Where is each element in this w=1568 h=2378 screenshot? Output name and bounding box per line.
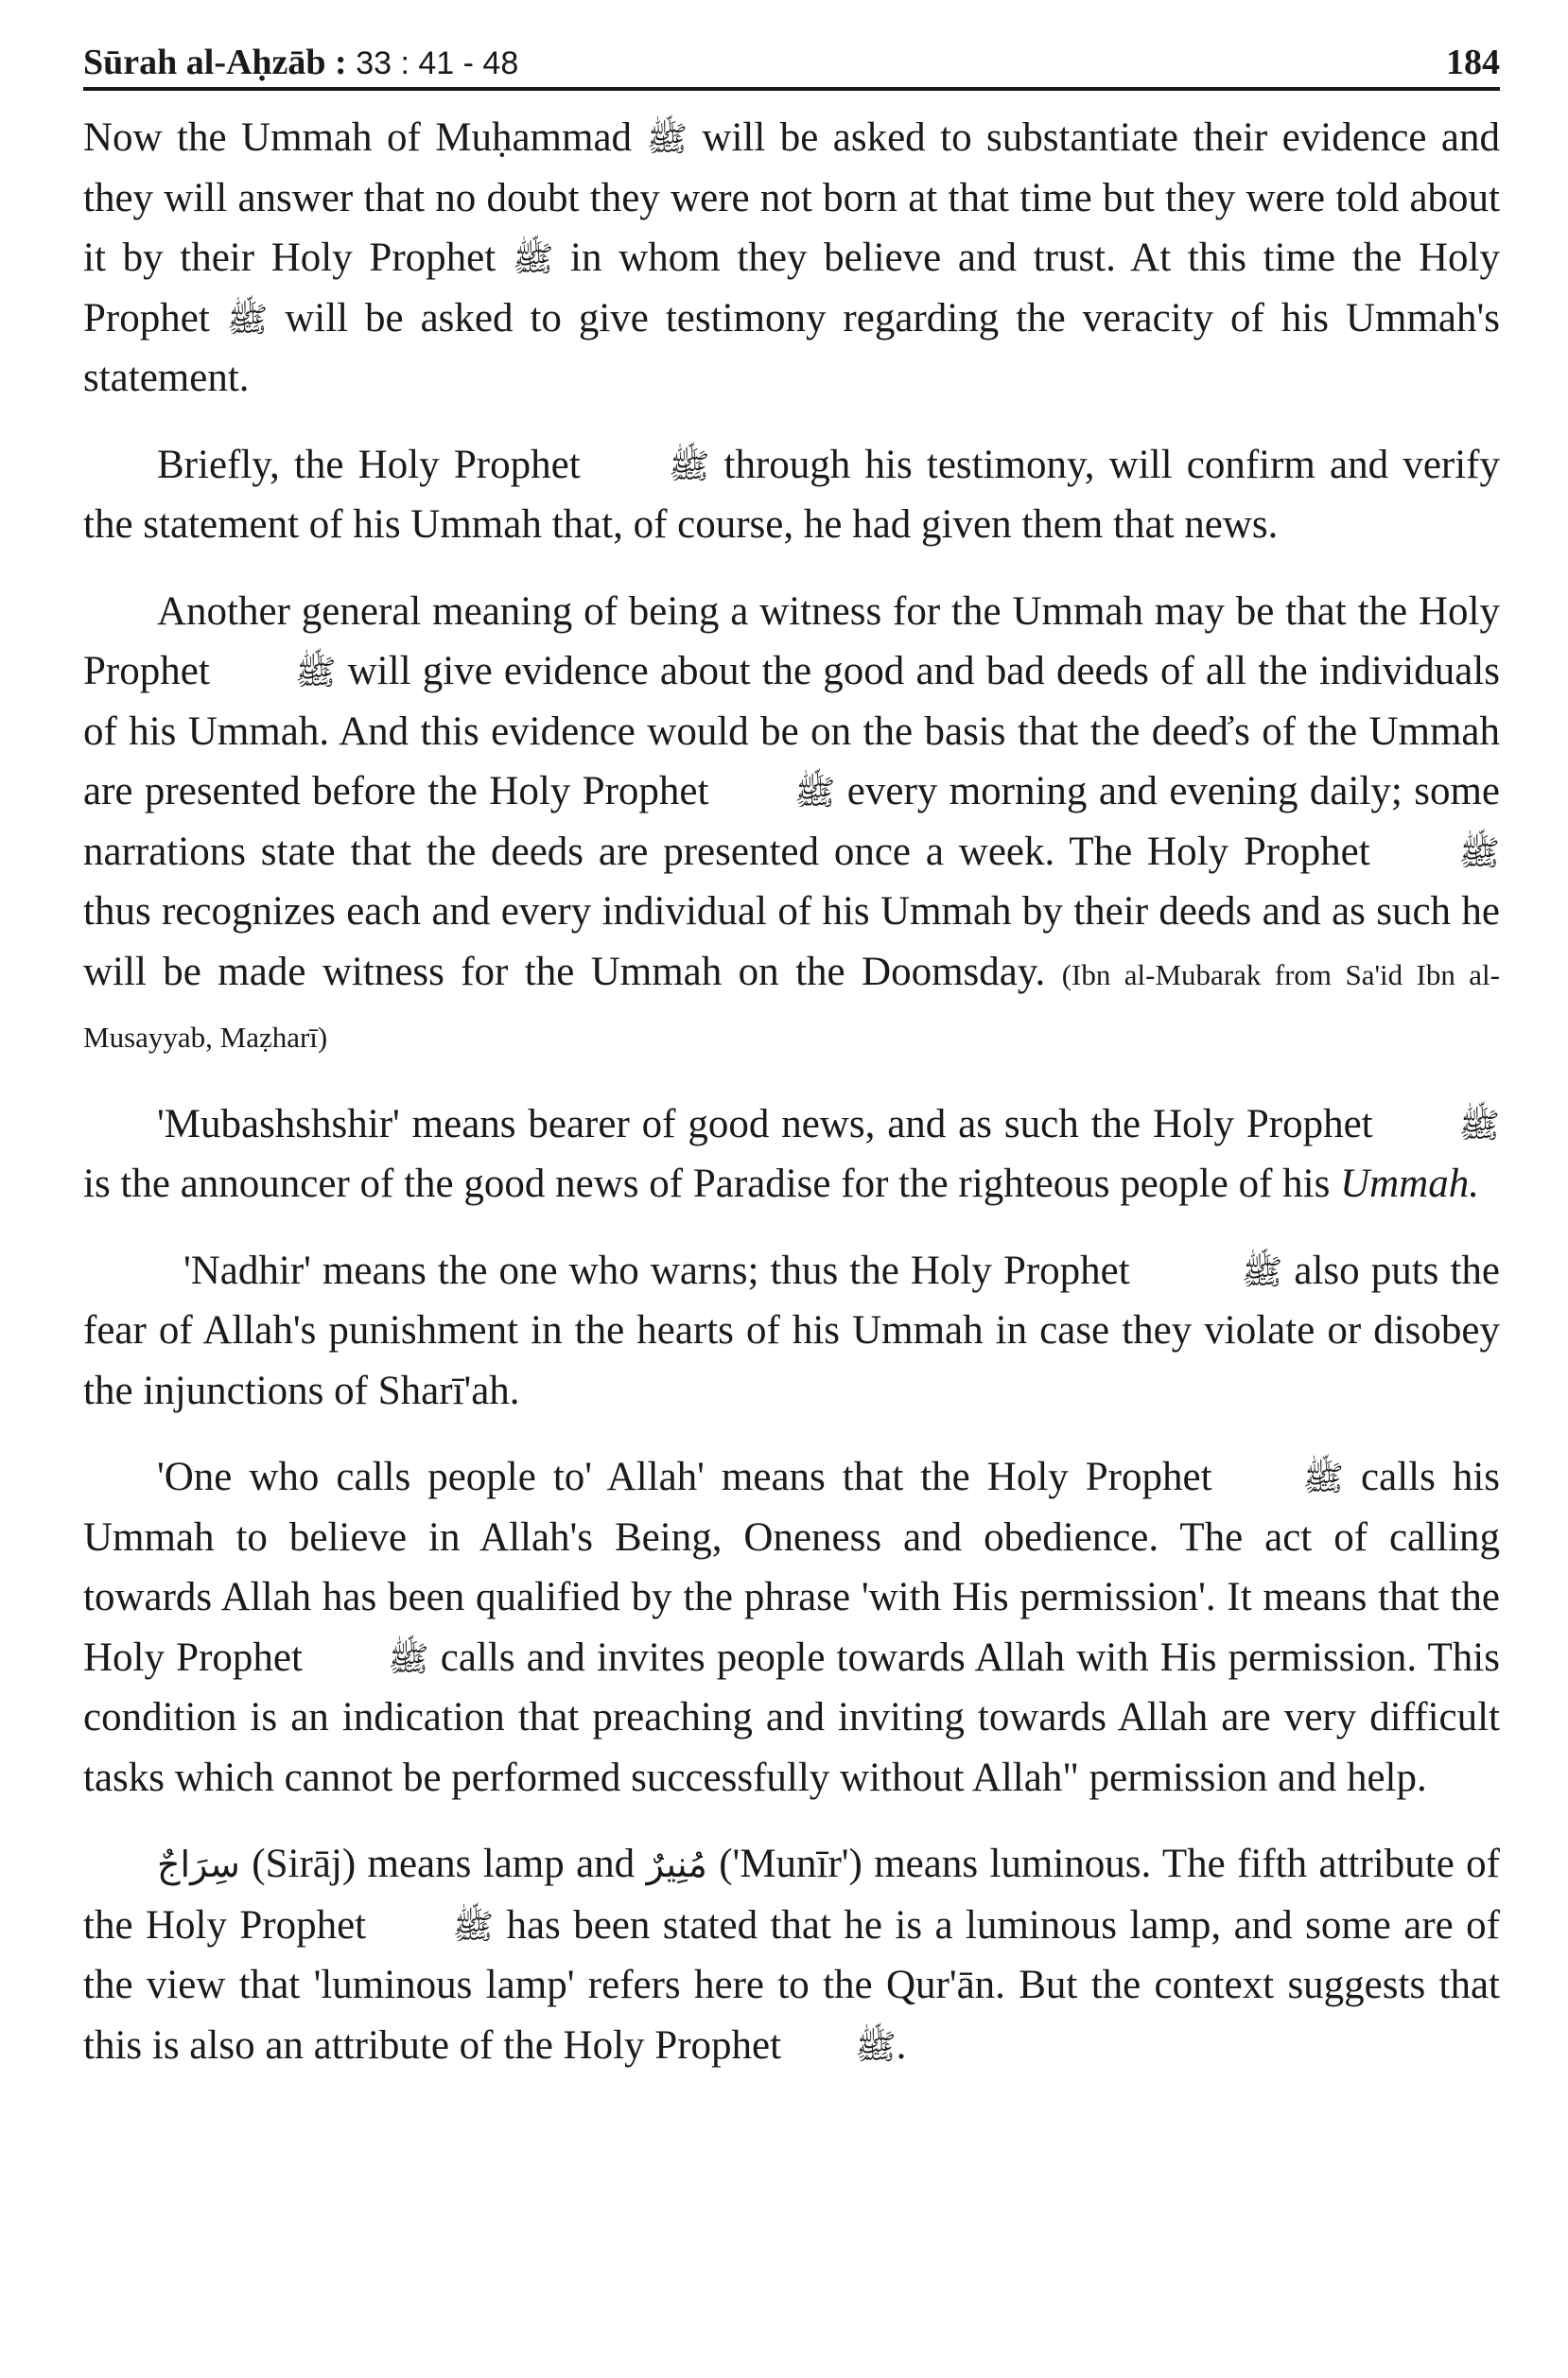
text-run: will be asked to substantiate their evidence and they will answer that no doubt they were not born at that time but they were told about it by their Holy Prophet (83, 115, 1500, 280)
text-run: every morning and evening daily; some narrations state that the deeds are presented once a week. The Holy Prophet (83, 769, 1500, 874)
paragraph-6 (83, 1447, 1500, 1808)
arabic-term-siraj: سِرَاجٌ (157, 1844, 240, 1885)
text-run: (Sirāj) means lamp and (239, 1842, 647, 1886)
salla-symbol-icon: ﷺ (294, 654, 337, 692)
page-header (83, 26, 1500, 91)
text-run: 'Mubashshshir' means bearer of good news, and as such the Holy Prophet (157, 1101, 1385, 1146)
paragraph-1 (83, 108, 1500, 409)
running-title (83, 42, 518, 83)
salla-symbol-icon: ﷺ (668, 446, 710, 486)
text-run: also puts the fear of Allah's punishment in the hearts of his Ummah in case they violate or disobey the injunctions of Sharī'ah. (83, 1248, 1500, 1413)
text-run: will give evidence about the good and bad deeds of all the individuals of his Ummah. And this evidence would be on the basis that the deeďs of the Ummah are presented before the Holy Prophet (83, 649, 1500, 813)
page-number: 184 (1446, 43, 1500, 82)
page-body (83, 108, 1500, 2075)
salla-symbol-icon: ﷺ (646, 120, 688, 159)
salla-symbol-icon: ﷺ (793, 774, 836, 813)
text-run: Briefly, the Holy Prophet (157, 442, 595, 487)
book-page (83, 26, 1500, 2102)
text-run: thus recognizes each and every individual of his Ummah by their deeds and as such he will be made witness for the Ummah on the Doomsday. (83, 889, 1500, 994)
arabic-term-munir: مُنِيرٌ (646, 1844, 707, 1885)
verse-reference: 33 : 41 - 48 (356, 45, 519, 81)
salla-symbol-icon: ﷺ (855, 2027, 897, 2067)
text-run: . (896, 2022, 907, 2068)
salla-symbol-icon: ﷺ (1241, 1252, 1283, 1292)
text-run: through his testimony, will confirm and verify the statement of his Ummah that, of course, he had given them that news. (83, 442, 1500, 547)
text-run: 'One who calls people to' Allah' means that the Holy Prophet (157, 1455, 1229, 1499)
text-run: calls his Ummah to believe in Allah's Being, Oneness and obedience. The act of calling towards Allah has been qualified by the phrase 'with His permission'. It means that the Holy Prophet (83, 1455, 1500, 1680)
text-run: calls and invites people towards Allah with His permission. This condition is an indication that preaching and inviting towards Allah are very difficult tasks which cannot be performed successfully without Allah" permission and help. (83, 1635, 1500, 1800)
text-run: 'Nadhir' means the one who warns; thus the Holy Prophet (183, 1248, 1141, 1293)
paragraph-7 (83, 1834, 1500, 2075)
salla-symbol-icon: ﷺ (1458, 1106, 1500, 1145)
citation: (Ibn al-Mubarak from Sa'id Ibn al- Musayyab, Maẓharī) (83, 957, 1500, 1054)
surah-title: Sūrah al-Aḥzāb : (83, 43, 357, 82)
salla-symbol-icon: ﷺ (1458, 833, 1500, 873)
paragraph-5 (83, 1241, 1500, 1422)
salla-symbol-icon: ﷺ (452, 1907, 495, 1947)
text-run: in whom they believe and trust. At this time the Holy Prophet (83, 236, 1500, 341)
salla-symbol-icon: ﷺ (226, 300, 269, 340)
salla-symbol-icon: ﷺ (1302, 1460, 1345, 1498)
text-run: has been stated that he is a luminous lamp, and some are of the view that 'luminous lamp' refers here to the Qur'ān. But the context suggests that this is also an attribute of the Holy Prophet (83, 1902, 1500, 2068)
text-run: is the announcer of the good news of Paradise for the righteous people of his (83, 1162, 1341, 1206)
salla-symbol-icon: ﷺ (388, 1639, 429, 1679)
paragraph-2 (83, 435, 1500, 555)
text-run: ('Munīr') means luminous. The fifth attribute of the Holy Prophet (83, 1842, 1500, 1948)
paragraph-3 (83, 582, 1500, 1068)
text-run: will be asked to give testimony regarding the veracity of his Ummah's statement. (83, 295, 1500, 400)
salla-symbol-icon: ﷺ (512, 240, 554, 279)
text-run: Now the Ummah of Muḥammad (83, 115, 647, 160)
paragraph-4 (83, 1094, 1500, 1215)
italic-term: Ummah. (1340, 1162, 1479, 1206)
text-run: Another general meaning of being a witness for the Ummah may be that the Holy Prophet (83, 588, 1500, 693)
